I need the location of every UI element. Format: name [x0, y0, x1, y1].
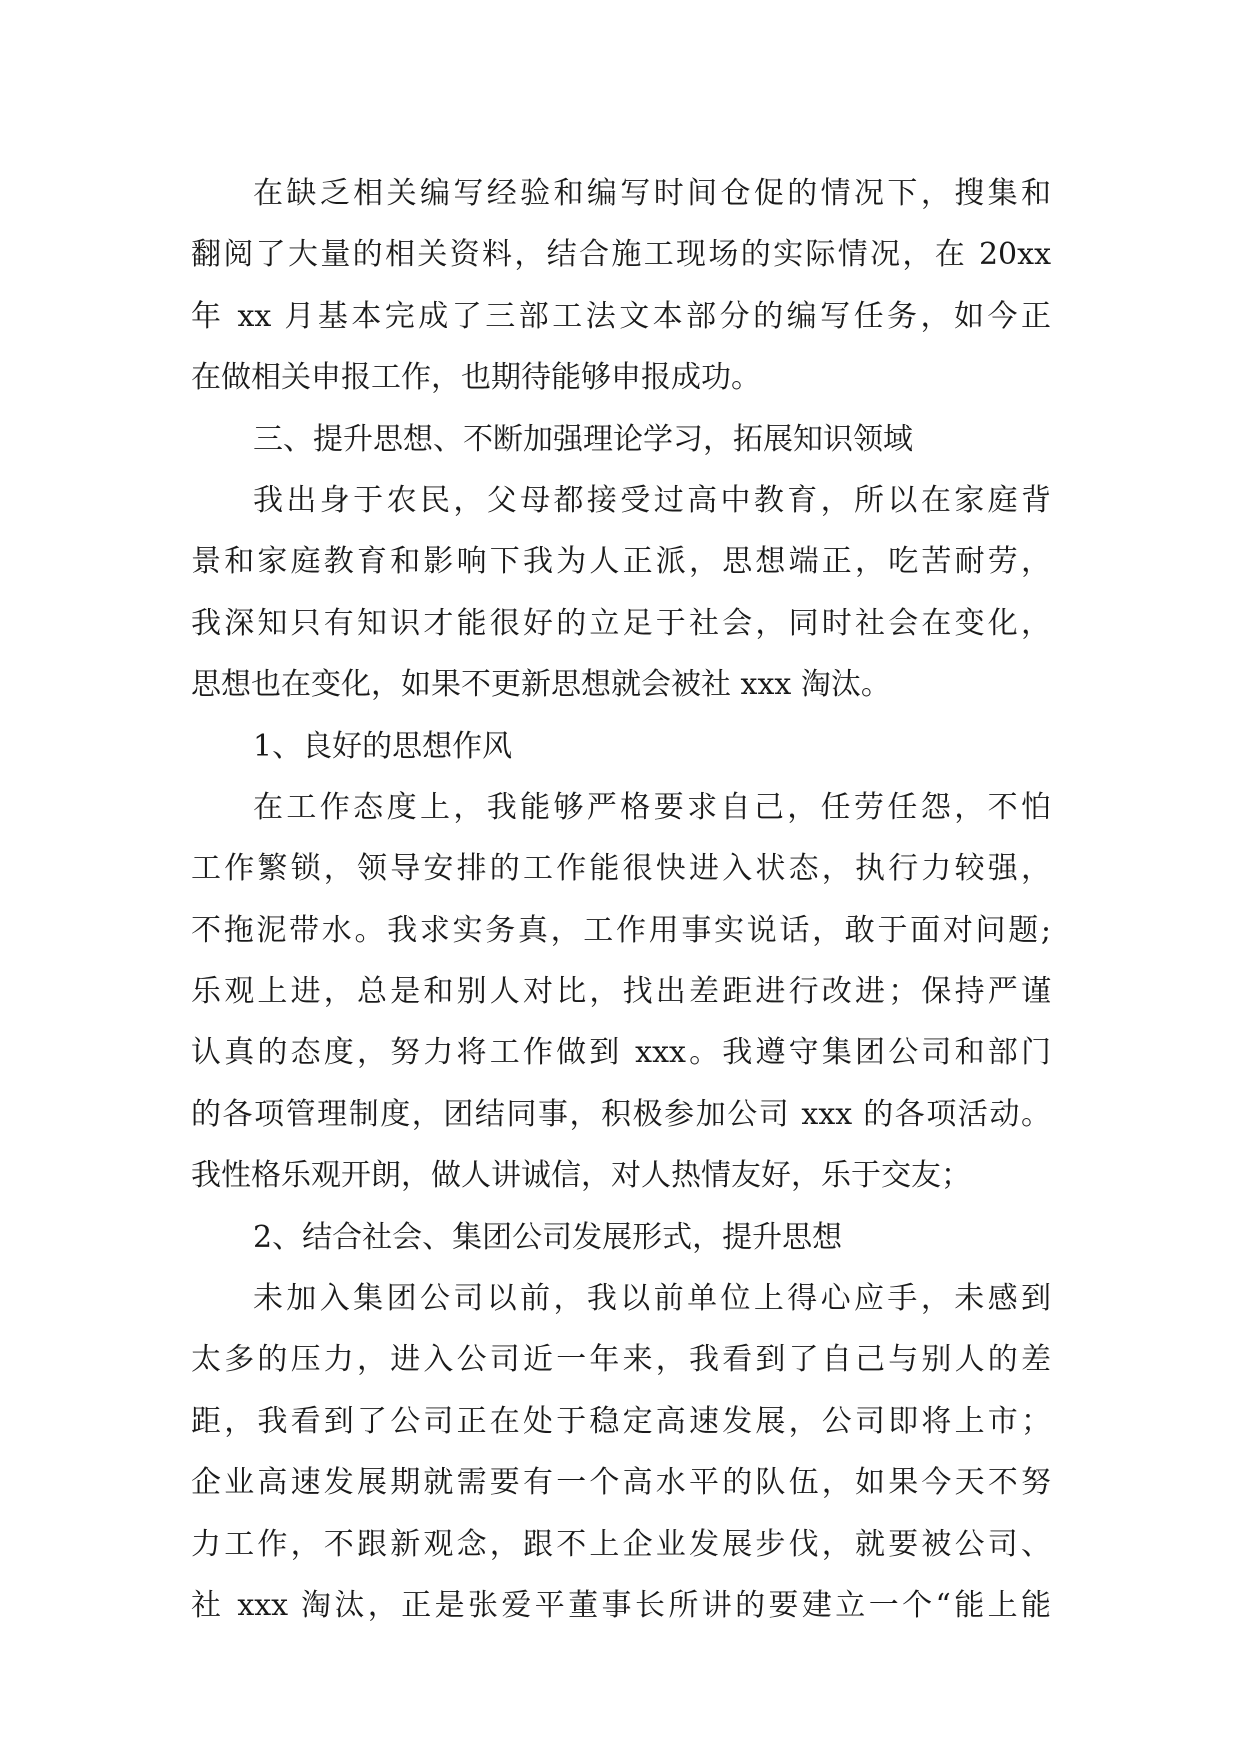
text-line: 乐观上进，总是和别人对比，找出差距进行改进；保持严谨 — [191, 974, 1051, 1010]
text-line: 我性格乐观开朗，做人讲诚信，对人热情友好，乐于交友； — [191, 1158, 971, 1194]
text-line: 在缺乏相关编写经验和编写时间仓促的情况下，搜集和 — [253, 176, 1051, 211]
text-line: 太多的压力，进入公司近一年来，我看到了自己与别人的差 — [191, 1342, 1051, 1378]
text-line: 翻阅了大量的相关资料，结合施工现场的实际情况，在 20xx — [191, 237, 1051, 273]
text-line: 距，我看到了公司正在处于稳定高速发展，公司即将上市； — [191, 1403, 1051, 1439]
text-line: 三、提升思想、不断加强理论学习，拓展知识领域 — [253, 421, 913, 457]
text-line: 企业高速发展期就需要有一个高水平的队伍，如果今天不努 — [191, 1465, 1051, 1501]
text-line: 在工作态度上，我能够严格要求自己，任劳任怨，不怕 — [253, 789, 1051, 825]
text-line: 的各项管理制度，团结同事，积极参加公司 xxx 的各项活动。 — [191, 1096, 1051, 1132]
text-line: 认真的态度，努力将工作做到 xxx。我遵守集团公司和部门 — [191, 1035, 1051, 1071]
text-line: 1、良好的思想作风 — [253, 728, 513, 764]
text-line: 思想也在变化，如果不更新思想就会被社 xxx 淘汰。 — [191, 667, 891, 703]
text-line: 社 xxx 淘汰，正是张爱平董事长所讲的要建立一个“能上能 — [191, 1587, 1051, 1623]
text-line: 工作繁锁，领导安排的工作能很快进入状态，执行力较强， — [191, 851, 1051, 887]
text-line: 2、结合社会、集团公司发展形式，提升思想 — [253, 1219, 843, 1255]
text-line: 年 xx 月基本完成了三部工法文本部分的编写任务，如今正 — [191, 298, 1051, 334]
text-line: 景和家庭教育和影响下我为人正派，思想端正，吃苦耐劳， — [191, 544, 1051, 580]
document-body — [191, 163, 1051, 1636]
text-line: 在做相关申报工作，也期待能够申报成功。 — [191, 360, 761, 396]
text-line: 未加入集团公司以前，我以前单位上得心应手，未感到 — [253, 1281, 1051, 1317]
text-line: 我深知只有知识才能很好的立足于社会，同时社会在变化， — [191, 605, 1051, 641]
text-line: 力工作，不跟新观念，跟不上企业发展步伐，就要被公司、 — [191, 1526, 1051, 1562]
text-line: 不拖泥带水。我求实务真，工作用事实说话，敢于面对问题; — [191, 912, 1051, 948]
text-line: 我出身于农民，父母都接受过高中教育，所以在家庭背 — [253, 482, 1051, 518]
